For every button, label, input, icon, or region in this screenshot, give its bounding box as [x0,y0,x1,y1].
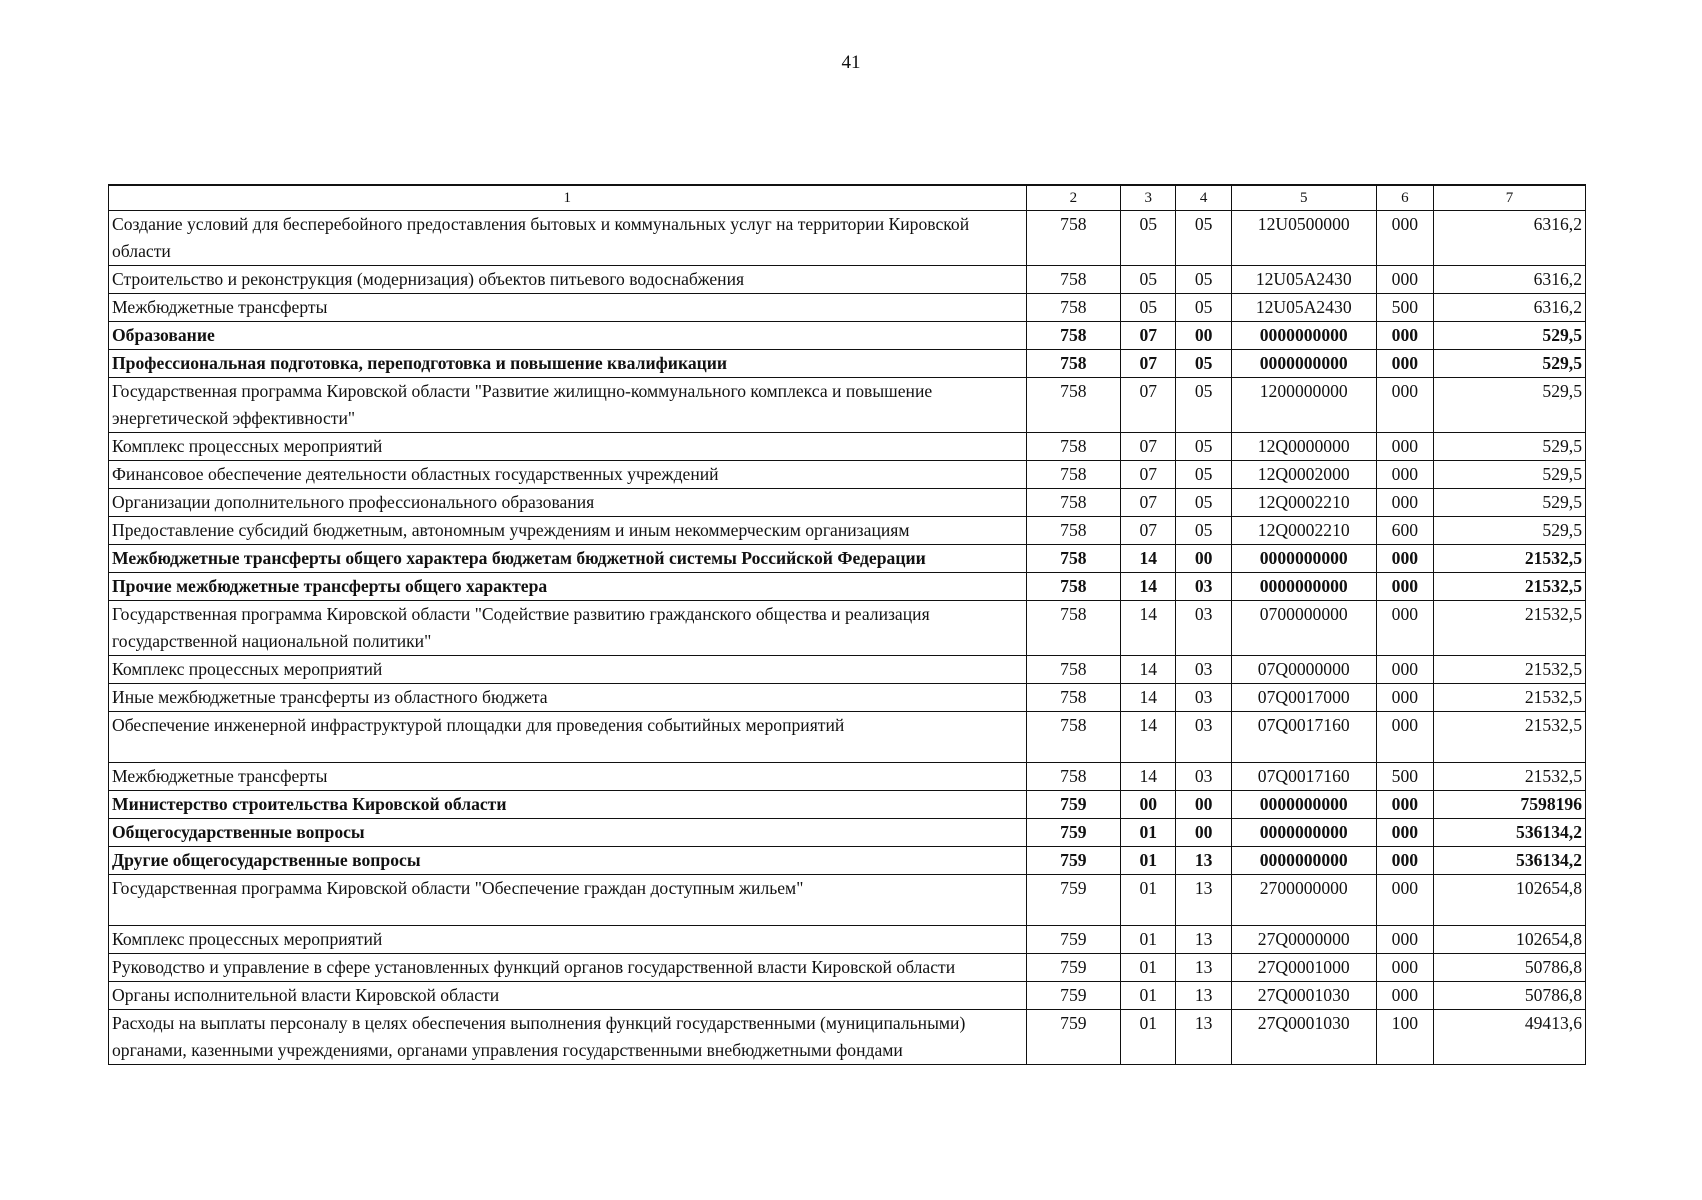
page-number: 41 [841,52,861,73]
row-name: Организации дополнительного профессионального образования [109,489,1027,517]
row-grbs: 759 [1026,954,1121,982]
row-expense-type: 000 [1376,433,1433,461]
row-section: 01 [1121,926,1176,954]
row-name: Профессиональная подготовка, переподготовка и повышение квалификации [109,350,1027,378]
row-amount: 21532,5 [1434,656,1586,684]
row-grbs: 758 [1026,461,1121,489]
row-subsection: 03 [1176,684,1231,712]
table-row [109,489,1586,517]
row-target-article: 07Q0000000 [1231,656,1376,684]
row-expense-type: 000 [1376,791,1433,819]
row-subsection: 05 [1176,378,1231,433]
row-section: 07 [1121,517,1176,545]
row-grbs: 758 [1026,656,1121,684]
row-target-article: 0000000000 [1231,847,1376,875]
row-expense-type: 600 [1376,517,1433,545]
row-name: Комплекс процессных мероприятий [109,433,1027,461]
row-expense-type: 000 [1376,982,1433,1010]
row-section: 05 [1121,211,1176,266]
table-row [109,712,1586,763]
table-row [109,517,1586,545]
row-section: 00 [1121,791,1176,819]
row-section: 07 [1121,461,1176,489]
header-cell: 2 [1026,185,1121,211]
row-section: 01 [1121,819,1176,847]
row-section: 07 [1121,322,1176,350]
row-target-article: 27Q0000000 [1231,926,1376,954]
row-name: Предоставление субсидий бюджетным, автономным учреждениям и иным некоммерческим организациям [109,517,1027,545]
row-name: Государственная программа Кировской области "Обеспечение граждан доступным жильем" [109,875,1027,926]
row-subsection: 05 [1176,461,1231,489]
row-expense-type: 000 [1376,601,1433,656]
row-name: Расходы на выплаты персоналу в целях обеспечения выполнения функций государственными (муниципальными) органами, казенными учреждениями, органами управления государственными внебюджетными фондами [109,1010,1027,1065]
row-name: Межбюджетные трансферты [109,763,1027,791]
table-row [109,461,1586,489]
row-amount: 21532,5 [1434,763,1586,791]
row-section: 07 [1121,350,1176,378]
row-target-article: 0000000000 [1231,819,1376,847]
row-name: Государственная программа Кировской области "Содействие развитию гражданского общества и реализация государственной национальной политики" [109,601,1027,656]
row-grbs: 758 [1026,350,1121,378]
row-target-article: 27Q0001030 [1231,1010,1376,1065]
row-name: Министерство строительства Кировской области [109,791,1027,819]
table-row [109,266,1586,294]
row-grbs: 759 [1026,847,1121,875]
row-target-article: 0700000000 [1231,601,1376,656]
row-amount: 102654,8 [1434,875,1586,926]
row-amount: 50786,8 [1434,954,1586,982]
row-subsection: 05 [1176,294,1231,322]
budget-table [108,184,1586,1065]
row-amount: 536134,2 [1434,819,1586,847]
row-section: 01 [1121,875,1176,926]
row-subsection: 00 [1176,322,1231,350]
row-amount: 102654,8 [1434,926,1586,954]
row-name: Другие общегосударственные вопросы [109,847,1027,875]
row-expense-type: 100 [1376,1010,1433,1065]
row-target-article: 07Q0017000 [1231,684,1376,712]
row-subsection: 05 [1176,433,1231,461]
row-subsection: 05 [1176,489,1231,517]
row-expense-type: 000 [1376,322,1433,350]
row-name: Межбюджетные трансферты общего характера бюджетам бюджетной системы Российской Федерации [109,545,1027,573]
row-subsection: 00 [1176,819,1231,847]
row-amount: 529,5 [1434,517,1586,545]
row-grbs: 758 [1026,545,1121,573]
row-subsection: 13 [1176,982,1231,1010]
table-row [109,211,1586,266]
row-expense-type: 000 [1376,211,1433,266]
header-row [109,185,1586,211]
table-row [109,322,1586,350]
table-row [109,545,1586,573]
row-target-article: 0000000000 [1231,545,1376,573]
row-name: Создание условий для бесперебойного предоставления бытовых и коммунальных услуг на территории Кировской области [109,211,1027,266]
row-subsection: 00 [1176,545,1231,573]
row-target-article: 0000000000 [1231,350,1376,378]
row-name: Строительство и реконструкция (модернизация) объектов питьевого водоснабжения [109,266,1027,294]
row-expense-type: 000 [1376,350,1433,378]
row-name: Обеспечение инженерной инфраструктурой площадки для проведения событийных мероприятий [109,712,1027,763]
row-target-article: 12Q0000000 [1231,433,1376,461]
row-subsection: 13 [1176,926,1231,954]
row-amount: 529,5 [1434,489,1586,517]
row-expense-type: 000 [1376,545,1433,573]
row-grbs: 758 [1026,573,1121,601]
row-section: 14 [1121,545,1176,573]
header-cell: 4 [1176,185,1231,211]
row-section: 14 [1121,656,1176,684]
header-cell: 6 [1376,185,1433,211]
row-target-article: 2700000000 [1231,875,1376,926]
table-row [109,954,1586,982]
table-row [109,1010,1586,1065]
row-expense-type: 000 [1376,378,1433,433]
row-expense-type: 000 [1376,847,1433,875]
row-amount: 50786,8 [1434,982,1586,1010]
row-grbs: 759 [1026,875,1121,926]
row-name: Органы исполнительной власти Кировской области [109,982,1027,1010]
row-expense-type: 000 [1376,573,1433,601]
table-row [109,982,1586,1010]
row-subsection: 13 [1176,875,1231,926]
row-grbs: 758 [1026,266,1121,294]
row-section: 01 [1121,847,1176,875]
row-expense-type: 000 [1376,461,1433,489]
row-grbs: 759 [1026,926,1121,954]
table-row [109,847,1586,875]
table-row [109,819,1586,847]
row-name: Образование [109,322,1027,350]
row-grbs: 758 [1026,211,1121,266]
row-target-article: 12Q0002000 [1231,461,1376,489]
row-target-article: 12U05A2430 [1231,266,1376,294]
row-grbs: 759 [1026,791,1121,819]
row-amount: 21532,5 [1434,601,1586,656]
row-grbs: 758 [1026,517,1121,545]
row-expense-type: 000 [1376,712,1433,763]
header-cell: 3 [1121,185,1176,211]
row-subsection: 03 [1176,656,1231,684]
row-amount: 6316,2 [1434,266,1586,294]
row-name: Общегосударственные вопросы [109,819,1027,847]
row-amount: 21532,5 [1434,684,1586,712]
row-grbs: 759 [1026,982,1121,1010]
row-amount: 7598196 [1434,791,1586,819]
row-expense-type: 000 [1376,684,1433,712]
row-subsection: 03 [1176,712,1231,763]
table-row [109,763,1586,791]
row-section: 01 [1121,954,1176,982]
row-target-article: 12Q0002210 [1231,517,1376,545]
row-section: 05 [1121,266,1176,294]
row-subsection: 05 [1176,266,1231,294]
row-target-article: 1200000000 [1231,378,1376,433]
row-target-article: 0000000000 [1231,791,1376,819]
row-name: Комплекс процессных мероприятий [109,656,1027,684]
row-name: Комплекс процессных мероприятий [109,926,1027,954]
row-amount: 529,5 [1434,433,1586,461]
row-subsection: 05 [1176,211,1231,266]
row-section: 07 [1121,433,1176,461]
row-expense-type: 000 [1376,266,1433,294]
row-subsection: 13 [1176,847,1231,875]
row-section: 14 [1121,712,1176,763]
row-subsection: 03 [1176,763,1231,791]
row-expense-type: 500 [1376,763,1433,791]
table-row [109,684,1586,712]
row-subsection: 13 [1176,1010,1231,1065]
table-row [109,601,1586,656]
row-expense-type: 000 [1376,656,1433,684]
row-grbs: 758 [1026,433,1121,461]
row-subsection: 00 [1176,791,1231,819]
row-section: 14 [1121,763,1176,791]
row-target-article: 27Q0001030 [1231,982,1376,1010]
row-name: Прочие межбюджетные трансферты общего характера [109,573,1027,601]
row-grbs: 758 [1026,378,1121,433]
row-subsection: 05 [1176,517,1231,545]
row-grbs: 758 [1026,763,1121,791]
header-cell: 1 [109,185,1027,211]
row-amount: 529,5 [1434,461,1586,489]
row-target-article: 07Q0017160 [1231,712,1376,763]
row-target-article: 12U05A2430 [1231,294,1376,322]
row-expense-type: 500 [1376,294,1433,322]
row-amount: 21532,5 [1434,545,1586,573]
row-amount: 6316,2 [1434,211,1586,266]
row-amount: 21532,5 [1434,573,1586,601]
table-row [109,573,1586,601]
row-section: 14 [1121,573,1176,601]
table-row [109,791,1586,819]
row-grbs: 758 [1026,712,1121,763]
table-row [109,378,1586,433]
row-expense-type: 000 [1376,489,1433,517]
row-section: 01 [1121,1010,1176,1065]
row-expense-type: 000 [1376,954,1433,982]
row-grbs: 759 [1026,1010,1121,1065]
row-section: 14 [1121,684,1176,712]
row-subsection: 05 [1176,350,1231,378]
row-section: 05 [1121,294,1176,322]
row-amount: 536134,2 [1434,847,1586,875]
row-section: 07 [1121,489,1176,517]
row-amount: 21532,5 [1434,712,1586,763]
row-grbs: 759 [1026,819,1121,847]
row-grbs: 758 [1026,684,1121,712]
row-name: Руководство и управление в сфере установленных функций органов государственной власти Кировской области [109,954,1027,982]
row-name: Иные межбюджетные трансферты из областного бюджета [109,684,1027,712]
row-subsection: 03 [1176,573,1231,601]
header-cell: 5 [1231,185,1376,211]
row-target-article: 0000000000 [1231,573,1376,601]
table-row [109,294,1586,322]
table-body [109,211,1586,1065]
row-target-article: 0000000000 [1231,322,1376,350]
table-row [109,656,1586,684]
row-target-article: 27Q0001000 [1231,954,1376,982]
row-amount: 529,5 [1434,378,1586,433]
row-target-article: 12U0500000 [1231,211,1376,266]
row-amount: 529,5 [1434,322,1586,350]
row-grbs: 758 [1026,322,1121,350]
row-name: Межбюджетные трансферты [109,294,1027,322]
row-expense-type: 000 [1376,819,1433,847]
row-target-article: 12Q0002210 [1231,489,1376,517]
row-grbs: 758 [1026,294,1121,322]
table-row [109,926,1586,954]
table-row [109,350,1586,378]
table-row [109,875,1586,926]
row-section: 07 [1121,378,1176,433]
row-subsection: 03 [1176,601,1231,656]
row-grbs: 758 [1026,489,1121,517]
table-row [109,433,1586,461]
row-amount: 49413,6 [1434,1010,1586,1065]
row-subsection: 13 [1176,954,1231,982]
row-amount: 529,5 [1434,350,1586,378]
row-expense-type: 000 [1376,875,1433,926]
row-target-article: 07Q0017160 [1231,763,1376,791]
row-amount: 6316,2 [1434,294,1586,322]
row-name: Финансовое обеспечение деятельности областных государственных учреждений [109,461,1027,489]
header-cell: 7 [1434,185,1586,211]
row-section: 14 [1121,601,1176,656]
row-section: 01 [1121,982,1176,1010]
row-expense-type: 000 [1376,926,1433,954]
row-grbs: 758 [1026,601,1121,656]
row-name: Государственная программа Кировской области "Развитие жилищно-коммунального комплекса и повышение энергетической эффективности" [109,378,1027,433]
